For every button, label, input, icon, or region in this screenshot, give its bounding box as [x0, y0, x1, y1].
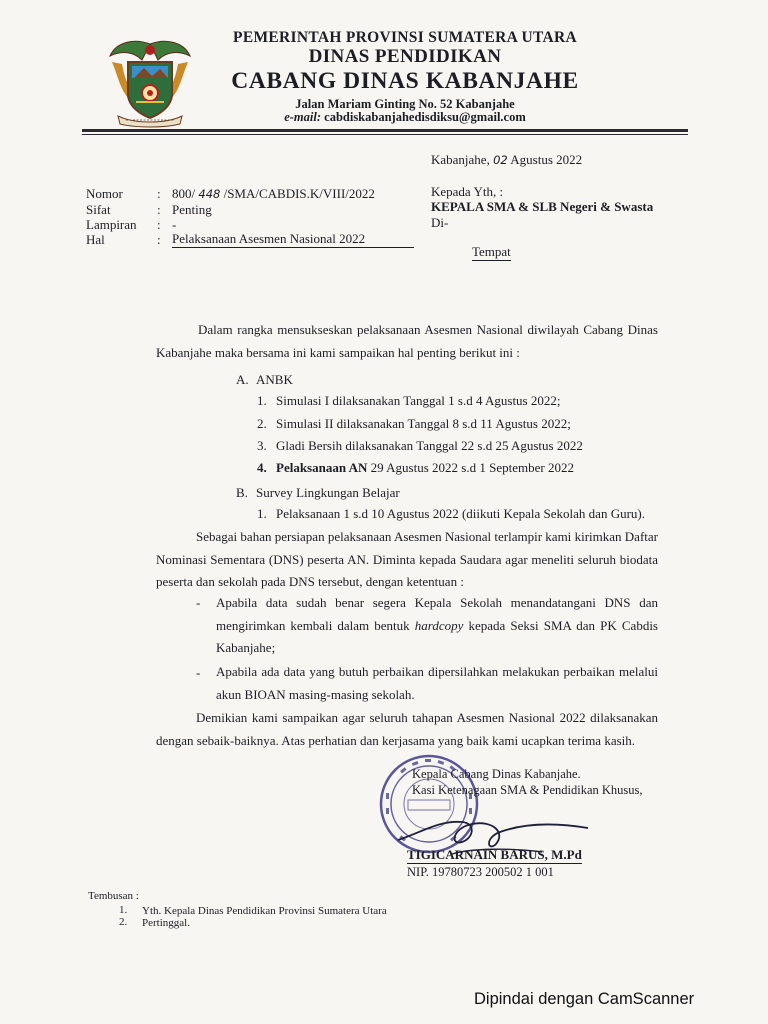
header-agency: DINAS PENDIDIKAN — [308, 46, 502, 67]
bullet-line: Apabila data sudah benar segera Kepala Sekolah menandatangani DNS dan — [216, 595, 658, 610]
tempat-text: Tempat — [472, 244, 511, 259]
email-address: cabdiskabanjahedisdiksu@gmail.com — [324, 110, 526, 124]
tembusan-label: Tembusan : — [88, 890, 139, 902]
sifat-value: Penting — [172, 202, 212, 217]
bullet-text: mengirimkan kembali dalam bentuk — [216, 617, 415, 633]
list-item: Pelaksanaan 1 s.d 10 Agustus 2022 (diikuti Kepala Sekolah dan Guru). — [276, 506, 645, 521]
bullet-line — [216, 615, 658, 638]
colon: : — [157, 217, 161, 232]
header-branch: CABANG DINAS KABANJAHE — [231, 68, 579, 94]
colon: : — [157, 232, 161, 247]
bullet-line: akun BIOAN masing-masing sekolah. — [216, 686, 415, 702]
recipient-tempat — [472, 244, 511, 260]
closing-line: Demikian kami sampaikan agar seluruh tahapan Asesmen Nasional 2022 dilaksanakan — [196, 710, 658, 725]
letterhead-rule-thick — [82, 129, 688, 132]
bullet-text: kepada Seksi SMA dan PK Cabdis — [463, 617, 658, 633]
header-email — [205, 110, 605, 125]
signer-name — [407, 847, 582, 863]
bullet-item — [216, 661, 658, 706]
recipient-di: Di- — [431, 215, 449, 230]
provincial-seal-icon — [104, 36, 196, 128]
hal-value: Pelaksanaan Asesmen Nasional 2022 — [172, 231, 414, 248]
bullet-item — [216, 592, 658, 660]
tembusan-item: Yth. Kepala Dinas Pendidikan Provinsi Sumatera Utara — [142, 905, 387, 917]
signer-subtitle: Kasi Ketenagaan SMA & Pendidikan Khusus, — [412, 783, 643, 797]
email-label: e-mail: — [284, 110, 322, 124]
intro-paragraph — [156, 319, 658, 364]
date-place: Kabanjahe, — [431, 152, 490, 167]
date-month-year: Agustus 2022 — [510, 152, 583, 167]
nomor-label: Nomor — [86, 186, 123, 201]
intro-line: Kabanjahe maka bersama ini kami sampaikan hal penting berikut ini : — [156, 344, 520, 360]
closing-paragraph — [156, 707, 658, 752]
section-a-marker: A. — [236, 372, 249, 387]
dns-line: Nominasi Sementara (DNS) peserta AN. Diminta kepada Saudara agar meneliti seluruh biodata — [156, 551, 658, 567]
list-item: Simulasi I dilaksanakan Tanggal 1 s.d 4 Agustus 2022; — [276, 393, 561, 408]
list-item-text: 29 Agustus 2022 s.d 1 September 2022 — [367, 460, 574, 475]
section-b-marker: B. — [236, 485, 248, 500]
header-address: Jalan Mariam Ginting No. 52 Kabanjahe — [295, 97, 515, 111]
header-province: PEMERINTAH PROVINSI SUMATERA UTARA — [233, 29, 577, 46]
lampiran-value: - — [172, 217, 177, 232]
dns-line: peserta dan sekolah pada DNS tersebut, dengan ketentuan : — [156, 574, 464, 589]
nomor-suffix: /SMA/CABDIS.K/VIII/2022 — [223, 186, 375, 201]
dns-line: Sebagai bahan persiapan pelaksanaan Asesmen Nasional terlampir kami kirimkan Daftar — [196, 529, 658, 544]
sifat-label: Sifat — [86, 202, 111, 217]
bullet-dash: - — [196, 595, 201, 610]
signer-title: Kepala Cabang Dinas Kabanjahe. — [412, 767, 581, 781]
list-item-num: 3. — [257, 438, 267, 453]
colon: : — [157, 202, 161, 217]
bullet-italic: hardcopy — [414, 617, 464, 633]
list-item-num: 1. — [257, 506, 267, 521]
colon: : — [157, 186, 161, 201]
bullet-line: Kabanjahe; — [216, 640, 276, 655]
recipient-name: KEPALA SMA & SLB Negeri & Swasta — [431, 199, 654, 214]
bullet-line: Apabila ada data yang butuh perbaikan dipersilahkan melakukan perbaikan melalui — [216, 664, 658, 679]
letterhead-rule-thin — [82, 134, 688, 135]
nomor-prefix: 800/ — [172, 186, 196, 201]
recipient-kepada: Kepada Yth, : — [431, 184, 504, 199]
list-item-num: 2. — [257, 416, 267, 431]
tembusan-item-num: 1. — [119, 904, 128, 916]
lampiran-label: Lampiran — [86, 217, 137, 232]
signer-nip: NIP. 19780723 200502 1 001 — [407, 865, 554, 879]
hal-label: Hal — [86, 232, 105, 247]
signer-name-text: TIGICARNAIN BARUS, M.Pd — [407, 847, 582, 862]
list-item: Simulasi II dilaksanakan Tanggal 8 s.d 11 Agustus 2022; — [276, 416, 571, 431]
date-day-handwritten: 02 — [493, 153, 508, 167]
tembusan-item: Pertinggal. — [142, 917, 190, 929]
closing-line: dengan sebaik-baiknya. Atas perhatian dan kerjasama yang baik kami ucapkan terima kasih. — [156, 732, 636, 748]
list-item — [276, 460, 574, 476]
list-item-num: 1. — [257, 393, 267, 408]
bullet-dash: - — [196, 665, 201, 680]
scanner-watermark: Dipindai dengan CamScanner — [474, 990, 695, 1008]
intro-line: Dalam rangka mensukseskan pelaksanaan Asesmen Nasional diwilayah Cabang Dinas — [198, 322, 658, 337]
dns-paragraph — [156, 526, 658, 594]
tembusan-item-num: 2. — [119, 916, 128, 928]
list-item-bold: Pelaksanaan AN — [276, 460, 368, 475]
list-item-num: 4. — [257, 460, 267, 475]
section-b-title: Survey Lingkungan Belajar — [256, 485, 400, 500]
nomor-value — [172, 186, 375, 202]
nomor-handwritten: 448 — [198, 187, 221, 201]
section-a-title: ANBK — [256, 372, 293, 387]
list-item: Gladi Bersih dilaksanakan Tanggal 22 s.d 25 Agustus 2022 — [276, 438, 583, 453]
letter-date — [431, 152, 582, 168]
